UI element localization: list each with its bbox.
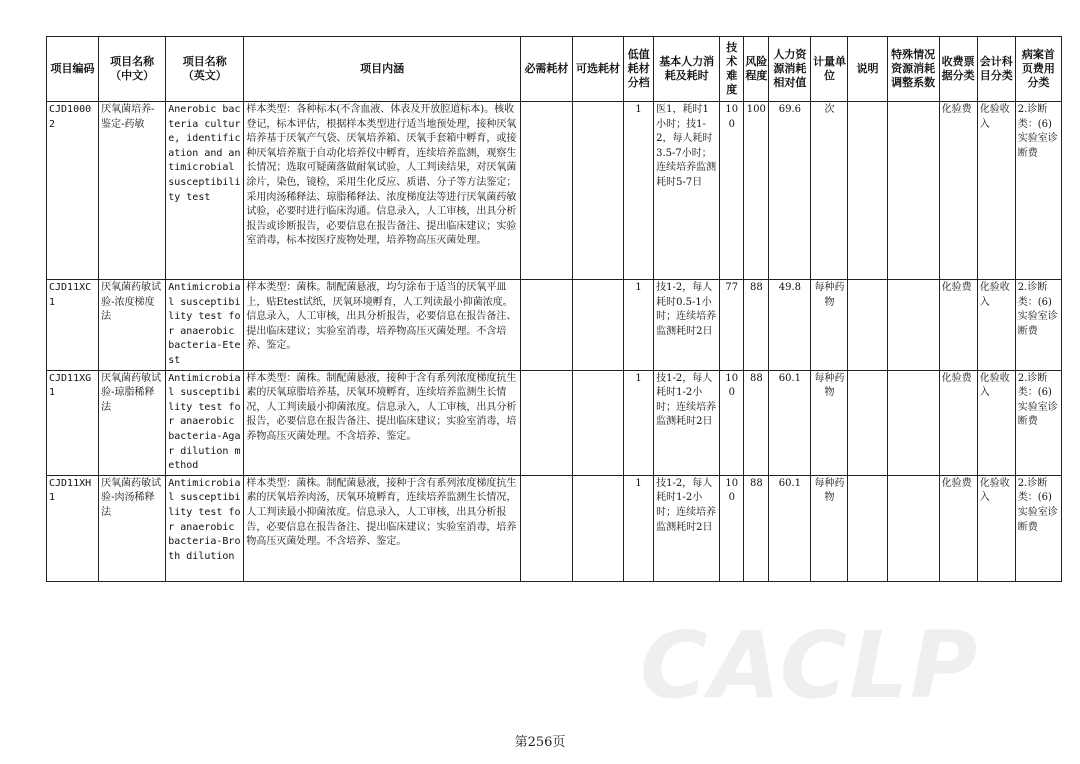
cell-name-en: Antimicrobial susceptibility test for anaerobic bacteria-Agar dilution method — [166, 370, 244, 475]
cell-relative-value: 49.8 — [769, 280, 811, 371]
cell-low-value: 1 — [624, 475, 654, 581]
cell-optional — [572, 102, 623, 280]
cell-acct-class: 化验收入 — [977, 102, 1015, 280]
cell-unit: 次 — [811, 102, 848, 280]
cell-fee-class: 化验费 — [939, 475, 977, 581]
cell-low-value: 1 — [624, 280, 654, 371]
header-fee-class: 收费票据分类 — [939, 37, 977, 102]
table-row — [47, 280, 1062, 371]
cell-name-en: Antimicrobial susceptibility test for anaerobic bacteria-Etest — [166, 280, 244, 371]
cell-special — [887, 475, 939, 581]
cell-content: 样本类型：菌株。制配菌悬液，均匀涂布于适当的厌氧平皿上，贴Etest试纸，厌氧环境孵育，人工判读最小抑菌浓度。信息录入，人工审核，出具分析报告，必要信息在报告备注、提出临床建议；实验室消毒，培养物高压灭菌处理。不含培养、鉴定。 — [244, 280, 521, 371]
cell-name-cn: 厌氧菌培养-鉴定-药敏 — [99, 102, 166, 280]
header-unit: 计量单位 — [811, 37, 848, 102]
cell-name-cn: 厌氧菌药敏试验-肉汤稀释法 — [99, 475, 166, 581]
cell-special — [887, 102, 939, 280]
header-required: 必需耗材 — [520, 37, 572, 102]
header-name-cn: 项目名称 （中文） — [99, 37, 166, 102]
cell-content: 样本类型：菌株。制配菌悬液，接种于含有系列浓度梯度抗生素的厌氧琼脂培养基，厌氧环境孵育，连续培养监测生长情况，人工判读最小抑菌浓度。信息录入，人工审核，出具分析报告，必要信息在报告备注、提出临床建议；实验室消毒，培养物高压灭菌处理。不含培养、鉴定。 — [244, 370, 521, 475]
cell-required — [520, 475, 572, 581]
header-special: 特殊情况资源消耗调整系数 — [887, 37, 939, 102]
cell-code: CJD11XH1 — [47, 475, 99, 581]
cell-risk: 88 — [744, 370, 769, 475]
cell-labor: 技1-2，每人耗时1-2小时；连续培养监测耗时2日 — [654, 475, 720, 581]
header-low-value: 低值耗材分档 — [624, 37, 654, 102]
cell-relative-value: 69.6 — [769, 102, 811, 280]
cell-risk: 88 — [744, 280, 769, 371]
header-optional: 可选耗材 — [572, 37, 623, 102]
cell-acct-class: 化验收入 — [977, 280, 1015, 371]
cell-name-cn: 厌氧菌药敏试验-浓度梯度法 — [99, 280, 166, 371]
table-row — [47, 475, 1062, 581]
cell-unit: 每种药物 — [811, 280, 848, 371]
cell-code: CJD11XG1 — [47, 370, 99, 475]
cell-special — [887, 280, 939, 371]
cell-record-class: 2.诊断类：(6)实验室诊断费 — [1015, 102, 1061, 280]
cell-labor: 技1-2，每人耗时0.5-1小时；连续培养监测耗时2日 — [654, 280, 720, 371]
cell-difficulty: 100 — [720, 102, 744, 280]
header-name-en: 项目名称 （英文） — [166, 37, 244, 102]
cell-acct-class: 化验收入 — [977, 475, 1015, 581]
cell-name-en: Antimicrobial susceptibility test for anaerobic bacteria-Broth dilution — [166, 475, 244, 581]
header-difficulty: 技术难度 — [720, 37, 744, 102]
cell-code: CJD11XC1 — [47, 280, 99, 371]
cell-content: 样本类型：各种标本(不含血液、体表及开放腔道标本)。核收登记，标本评估，根据样本类型进行适当地预处理，接种厌氧培养基于厌氧产气袋、厌氧培养箱、厌氧手套箱中孵育，或接种厌氧培养瓶于自动化培养仪中孵育，连续培养监测，观察生长情况；选取可疑菌落做耐氧试验，人工判读结果，对厌氧菌涂片，染色，镜检，采用生化反应、质谱、分子等方法鉴定；采用肉汤稀释法、琼脂稀释法、浓度梯度法等进行厌氧菌药敏试验，必要时进行临床沟通。信息录入，人工审核，出具分析报告或诊断报告，必要信息在报告备注、提出临床建议；实验室消毒，标本按医疗废物处理，培养物高压灭菌处理。 — [244, 102, 521, 280]
page-number: 第256页 — [514, 735, 566, 750]
header-labor: 基本人力消耗及耗时 — [654, 37, 720, 102]
cell-labor: 医1，耗时1小时；技1-2，每人耗时3.5-7小时；连续培养监测耗时5-7日 — [654, 102, 720, 280]
cell-optional — [572, 475, 623, 581]
cell-record-class: 2.诊断类：(6)实验室诊断费 — [1015, 475, 1061, 581]
cell-note — [848, 370, 887, 475]
cell-special — [887, 370, 939, 475]
cell-low-value: 1 — [624, 370, 654, 475]
cell-labor: 技1-2，每人耗时1-2小时；连续培养监测耗时2日 — [654, 370, 720, 475]
cell-optional — [572, 280, 623, 371]
cell-required — [520, 102, 572, 280]
cell-code: CJD10002 — [47, 102, 99, 280]
cell-note — [848, 280, 887, 371]
cell-relative-value: 60.1 — [769, 370, 811, 475]
header-code: 项目编码 — [47, 37, 99, 102]
watermark-logo: CACLP — [640, 612, 980, 719]
header-row — [47, 37, 1062, 102]
cell-fee-class: 化验费 — [939, 102, 977, 280]
cell-unit: 每种药物 — [811, 475, 848, 581]
cell-content: 样本类型：菌株。制配菌悬液，接种于含有系列浓度梯度抗生素的厌氧培养肉汤，厌氧环境孵育，连续培养监测生长情况，人工判读最小抑菌浓度。信息录入，人工审核，出具分析报告，必要信息在报告备注、提出临床建议；实验室消毒，培养物高压灭菌处理。不含培养、鉴定。 — [244, 475, 521, 581]
header-risk: 风险程度 — [744, 37, 769, 102]
cell-difficulty: 100 — [720, 475, 744, 581]
cell-optional — [572, 370, 623, 475]
cell-unit: 每种药物 — [811, 370, 848, 475]
header-content: 项目内涵 — [244, 37, 521, 102]
cell-required — [520, 280, 572, 371]
header-acct-class: 会计科目分类 — [977, 37, 1015, 102]
table-row — [47, 370, 1062, 475]
cell-record-class: 2.诊断类：(6)实验室诊断费 — [1015, 280, 1061, 371]
cell-required — [520, 370, 572, 475]
cell-relative-value: 60.1 — [769, 475, 811, 581]
cell-note — [848, 475, 887, 581]
cell-note — [848, 102, 887, 280]
cell-low-value: 1 — [624, 102, 654, 280]
cell-name-en: Anerobic bacteria culture, identification and antimicrobial susceptibility test — [166, 102, 244, 280]
cell-risk: 88 — [744, 475, 769, 581]
cell-name-cn: 厌氧菌药敏试验-琼脂稀释法 — [99, 370, 166, 475]
cell-fee-class: 化验费 — [939, 280, 977, 371]
cell-risk: 100 — [744, 102, 769, 280]
header-note: 说明 — [848, 37, 887, 102]
header-relative-value: 人力资源消耗相对值 — [769, 37, 811, 102]
fee-item-table — [46, 36, 1062, 582]
header-record-class: 病案首页费用分类 — [1015, 37, 1061, 102]
cell-acct-class: 化验收入 — [977, 370, 1015, 475]
table-row — [47, 102, 1062, 280]
cell-fee-class: 化验费 — [939, 370, 977, 475]
cell-record-class: 2.诊断类：(6)实验室诊断费 — [1015, 370, 1061, 475]
cell-difficulty: 77 — [720, 280, 744, 371]
cell-difficulty: 100 — [720, 370, 744, 475]
